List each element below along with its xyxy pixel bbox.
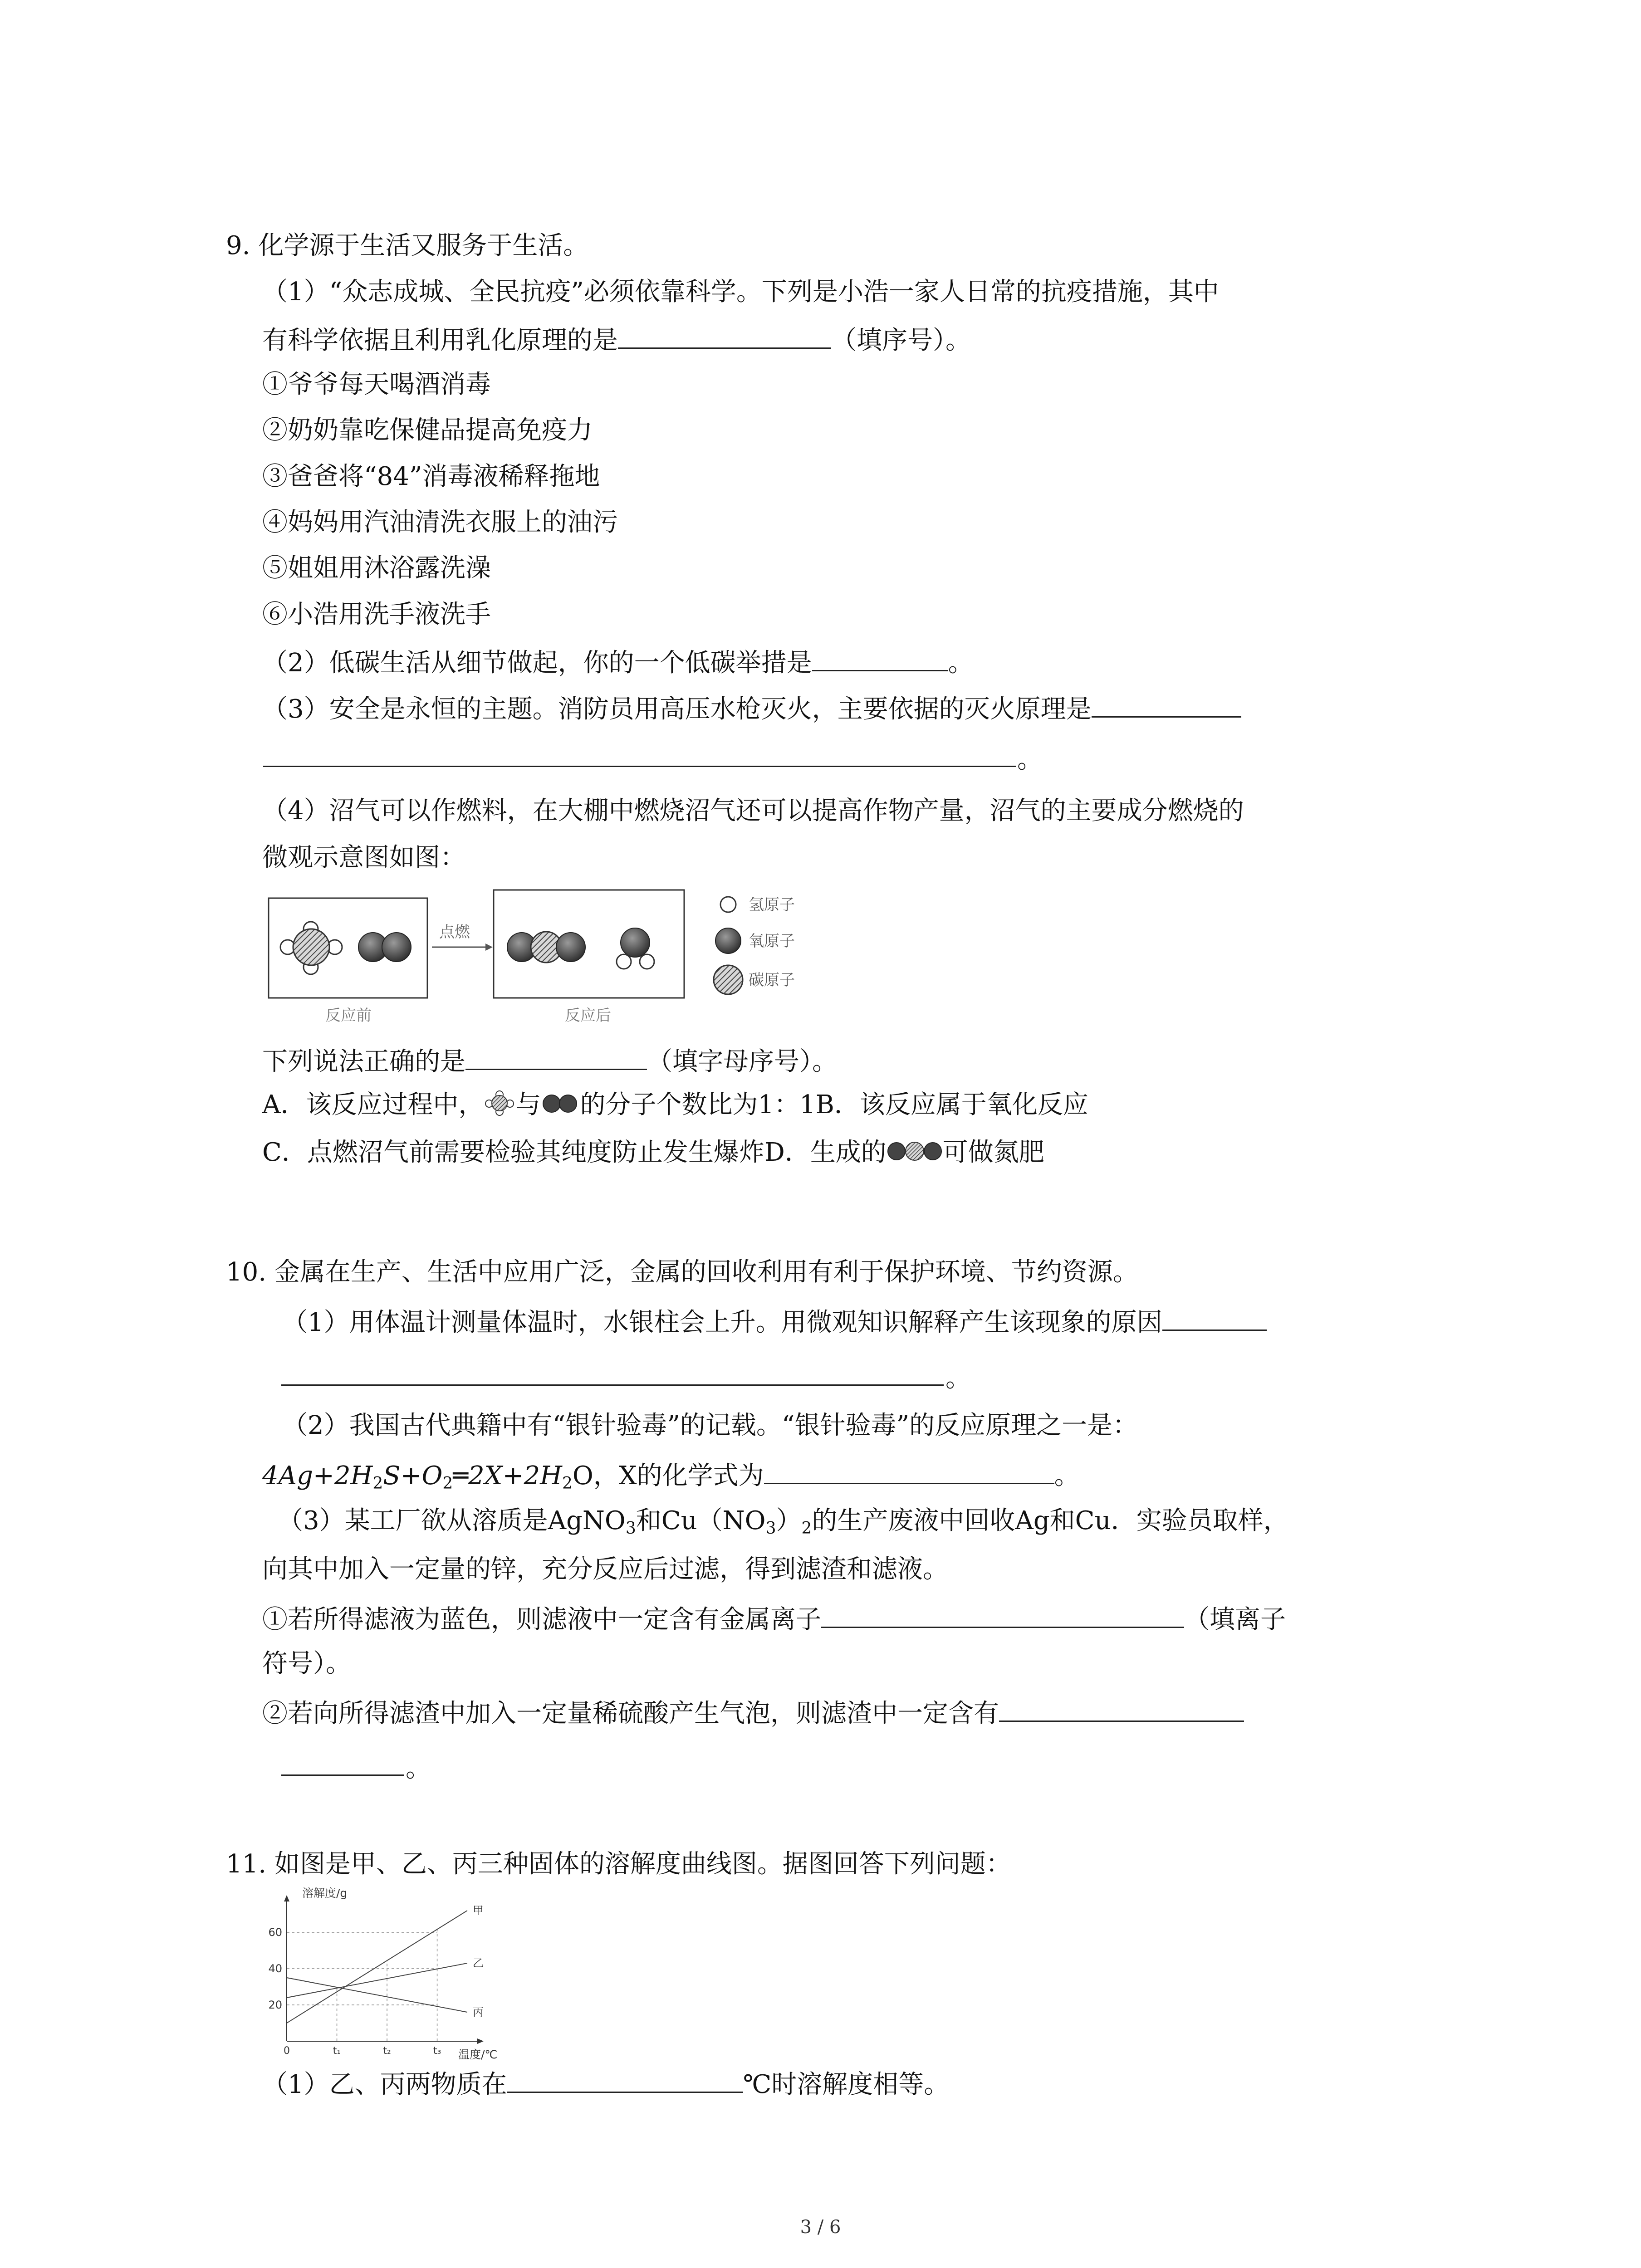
answer-blank[interactable] [1162,1304,1267,1331]
x-tick-label: t₂ [383,2045,391,2057]
q9-part2 [262,645,974,679]
arrow-label: 点燃 [439,923,470,941]
option-a-text-3: 的分子个数比为1：1 [580,1090,816,1119]
answer-blank[interactable] [618,322,831,349]
x-tick-label: 0 [284,2045,290,2057]
answer-blank[interactable] [281,1384,944,1386]
q10-sub1-text: ①若所得滤液为蓝色，则滤液中一定含有金属离子 [262,1605,821,1634]
series-label: 丙 [472,2006,484,2019]
answer-blank[interactable] [507,2066,743,2093]
q9-options-cd [262,1137,1044,1170]
option-b: B．该反应属于氧化反应 [815,1090,1088,1119]
q9-part1-text: 有科学依据且利用乳化原理的是 [262,326,618,355]
q10-part2-end: 。 [1054,1461,1080,1491]
p3-text-3: ） [776,1506,802,1535]
q10-sub1-line2: 符号）。 [262,1649,351,1678]
q11-part1-end: ℃时溶解度相等。 [743,2070,950,2099]
reaction-diagram-svg [268,889,839,1025]
reaction-diagram [268,889,839,1025]
q9-title: 9. 化学源于生活又服务于生活。 [226,231,589,260]
p3-sub: 3 [765,1519,776,1538]
eq-sub: 2 [442,1474,453,1493]
q9-item-4: ④妈妈用汽油清洗衣服上的油污 [262,508,618,537]
option-a-text-2: 与 [515,1090,541,1119]
q10-sub1-end: （填离子 [1184,1605,1286,1634]
p3-sub: 3 [625,1519,636,1538]
answer-blank[interactable] [764,1457,1054,1484]
q9-item-5: ⑤姐姐用沐浴露洗澡 [262,553,491,583]
q11-part1-text: （1）乙、丙两物质在 [262,2070,507,2099]
legend-oxygen-label: 氧原子 [749,932,795,950]
q10-sub1 [262,1601,1286,1636]
q9-part1-line2 [262,322,971,357]
q9-item-6: ⑥小浩用洗手液洗手 [262,600,491,629]
q10-equation [262,1457,1080,1500]
hydrogen-atom [640,954,654,969]
option-a-text: A．该反应过程中， [262,1090,484,1119]
option-c: C．点燃沼气前需要检验其纯度防止发生爆炸 [262,1138,764,1167]
q9-part1-line1: （1）“众志成城、全民抗疫”必须依靠科学。下列是小浩一家人日常的抗疫措施，其中 [262,277,1219,307]
option-d-text-2: 可做氮肥 [942,1138,1044,1167]
solubility-chart [263,1887,517,2064]
y-axis-label: 溶解度/g [302,1887,348,1900]
p3-text-1: （3）某工厂欲从溶质是AgNO [278,1506,626,1535]
oxygen-atom [556,933,585,962]
series-label: 甲 [472,1904,484,1917]
carbon-dioxide-molecule-icon [887,1139,943,1170]
oxygen-molecule-icon [541,1091,580,1123]
legend-hydrogen-label: 氢原子 [749,896,795,914]
q10-part1-end: 。 [945,1364,971,1393]
before-label: 反应前 [325,1007,372,1025]
q9-question-end: （填字母序号）。 [647,1047,838,1076]
answer-blank[interactable] [812,645,948,671]
answer-blank[interactable] [281,1774,404,1776]
q10-sub2 [262,1695,1244,1730]
q9-question [262,1043,838,1078]
answer-blank[interactable] [465,1043,647,1070]
option-d-text: D．生成的 [764,1138,887,1167]
q10-sub2-text: ②若向所得滤渣中加入一定量稀硫酸产生气泡，则滤渣中一定含有 [262,1699,999,1728]
y-tick-label: 40 [268,1962,282,1975]
carbon-atom [293,929,329,965]
q10-part3-line2: 向其中加入一定量的锌，充分反应后过滤，得到滤渣和滤液。 [262,1554,948,1584]
q10-part3-line1 [278,1505,1289,1545]
q9-part1-end: （填序号）。 [831,326,971,355]
legend-oxygen-symbol [715,928,741,953]
hydrogen-atom [617,954,631,969]
q9-question-text: 下列说法正确的是 [262,1047,465,1076]
answer-blank[interactable] [821,1601,1184,1628]
eq-part-2: S+O [383,1461,443,1491]
q10-title: 10. 金属在生产、生活中应用广泛，金属的回收利用有利于保护环境、节约资源。 [226,1257,1138,1287]
q10-part1-text: （1）用体温计测量体温时，水银柱会上升。用微观知识解释产生该现象的原因 [282,1308,1162,1337]
q9-part4-line2: 微观示意图如图： [262,843,465,872]
q9-part3-end: 。 [1017,745,1043,774]
q9-item-3: ③爸爸将“84”消毒液稀释拖地 [262,462,600,491]
series-line [287,1978,467,2012]
oxygen-atom [382,933,411,962]
y-axis-arrow [284,1895,289,1901]
series-line [287,1911,467,2023]
answer-blank[interactable] [999,1695,1244,1722]
series-label: 乙 [472,1957,484,1970]
q9-item-2: ②奶奶靠吃保健品提高免疫力 [262,415,593,445]
y-tick-label: 60 [268,1926,282,1939]
q9-part3-text: （3）安全是永恒的主题。消防员用高压水枪灭火，主要依据的灭火原理是 [262,694,1092,724]
x-tick-label: t₃ [433,2045,441,2057]
q9-part3 [262,691,1241,725]
eq-part-4: O，X的化学式为 [572,1461,764,1491]
q9-part2-text: （2）低碳生活从细节做起，你的一个低碳举措是 [262,648,812,678]
q10-sub2-end: 。 [406,1754,431,1783]
p3-text-4: 的生产废液中回收Ag和Cu．实验员取样， [812,1506,1289,1535]
x-tick-label: t₁ [333,2045,341,2057]
q10-part1 [282,1304,1267,1339]
x-axis-arrow [477,2038,484,2044]
q11-title: 11. 如图是甲、乙、丙三种固体的溶解度曲线图。据图回答下列问题： [226,1849,1011,1879]
eq-sub: 2 [562,1474,573,1493]
q10-part2-line1: （2）我国古代典籍中有“银针验毒”的记载。“银针验毒”的反应原理之一是： [282,1411,1138,1440]
q9-part2-end: 。 [948,648,974,678]
eq-part-1: 4Ag+2H [262,1461,373,1491]
oxygen-atom [621,928,650,957]
y-tick-label: 20 [268,1999,282,2011]
q9-options-ab [262,1089,1088,1124]
arrow-head [485,943,493,951]
answer-blank[interactable] [263,766,1016,767]
solubility-chart-svg [263,1887,517,2064]
p3-sub: 2 [801,1519,812,1538]
legend-hydrogen-symbol [720,897,736,912]
q9-item-1: ①爷爷每天喝酒消毒 [262,370,491,399]
p3-text-2: 和Cu（NO [636,1506,766,1535]
legend-carbon-symbol [714,965,743,994]
q11-part1 [262,2066,949,2101]
x-axis-label: 温度/℃ [458,2048,498,2061]
answer-blank[interactable] [1092,691,1241,718]
eq-sub: 2 [372,1474,383,1493]
eq-part-3: ═2X+2H [453,1461,562,1491]
after-label: 反应后 [565,1007,611,1025]
q9-part4-line1: （4）沼气可以作燃料，在大棚中燃烧沼气还可以提高作物产量，沼气的主要成分燃烧的 [262,796,1244,826]
legend-carbon-label: 碳原子 [749,971,795,989]
methane-molecule-icon [484,1089,515,1124]
page-number: 3 / 6 [800,2217,841,2238]
